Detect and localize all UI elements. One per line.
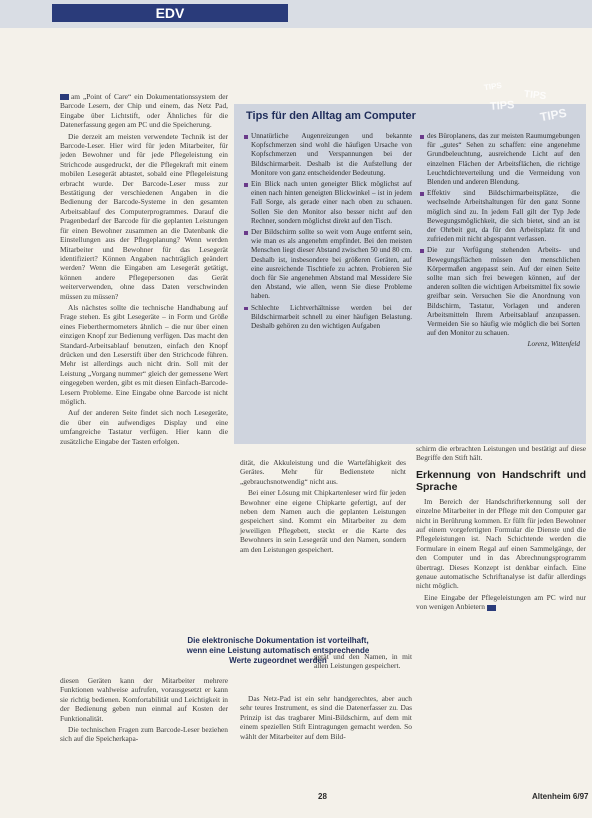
page-number: 28 <box>318 792 327 801</box>
article-column-left <box>60 92 228 448</box>
tips-box <box>234 80 586 444</box>
tips-item: Der Bildschirm sollte so weit vom Auge entfernt sein, wie man es als angenehm empfindet. Bei den meisten Menschen liegt dieser Abstand zwischen 50 und 80 cm. Deshalb ist, insbesondere bei größeren Geräten, auf eine ausreichende Tischtiefe zu achten. Probieren Sie doch für Sie angenehmen Abstand mal Messidere Sie den Abstand, wie allen, wenn Sie diese Probleme haben. <box>244 228 412 302</box>
article-column-middle-low <box>314 652 412 673</box>
tips-item: des Büroplanens, das zur meisten Raumumgebungen für „gutes“ Sehen zu schaffen: eine angenehme Grundbeleuchtung, ausreichende Licht auf den einzelnen Flächen der Arbeitsflächen, die richtige Leuchtdichteverteilung und die Vermeidung von Blenden und anderen Blendung. <box>420 132 580 187</box>
tips-item: Die zur Verfügung stehenden Arbeits- und Bewegungsflächen müssen den menschlichen Körpermaßen angepasst sein. Auf der einen Seite sollte man sich frei bewegen können, auf der anderen sollten die wichtigen Arbeitsmittel fix sowie greifbar sein. Versuchen Sie die Anordnung von Bildschirm, Tastatur, Vorlagen und anderen Arbeitsmitteln Ihrem Arbeitsablauf anzupassen. Vermeiden Sie so häufig wie möglich die bei Sorten auf den Monitor zu schauen. <box>420 246 580 338</box>
tips-item: Effektiv sind Bildschirmarbeitsplätze, die wechselnde Arbeitshaltungen für den ganz Sonne möglich sind zu. In jedem Fall gilt der Typ Jede Bewegungsmöglichkeit, die sich bietet, sind an ist der Ohrbeit gut, da für den Arbeitsplatz fit und zufrieden mit nicht abgespannt verlassen. <box>420 189 580 244</box>
paragraph: dität, die Akkuleistung und die Wartefähigkeit des Gerätes. Mehr für Bedienstete nicht „gebrauchsnotwendig“ nicht aus. <box>240 458 406 486</box>
section-label: EDV <box>52 4 288 22</box>
paragraph: Die derzeit am meisten verwendete Technik ist der Barcode-Leser. Hier wird für jeden Mitarbeiter, für jeden Bewohner und für jede Pflegeleistung ein Strichcode ausgedruckt, der die Pflegekraft mit einem mobilen Lesegerät abtastet, sobald eine Pflegeleistung erbracht wurde. Der Barcode-Leser muss zur Bestätigung der verschiedenen Angaben in die Bedienung der Barcode-Systeme in den gesamten Arbeitsablauf des Computerprogrammes. Darauf die Pragenbedarf der Barcode für die geplanten Leistungen für einen Bewohner zusammen an die Datenbank die Einstellungen aus der Pflegeplanung? Wenn werden Mitarbeiter und Bewohner für das Lesegerät identifiziert? Können Angaben nachträglich geändert werden? Wenn die Eingaben am Lesegerät getätigt, können andere Pflegepersonen das Gerät weiterverwenden, ohne dass Daten verschwinden müssen zu müssen? <box>60 131 228 301</box>
tips-item: Schlechte Lichtverhältnisse werden bei der Bildschirmarbeit schnell zu einer häufigen Belastung. Deshalb gehören zu den wichtigen Aufgaben <box>244 304 412 332</box>
article-column-middle-low-2 <box>240 694 412 743</box>
tips-title: Tips für den Alltag am Computer <box>246 110 416 122</box>
pull-quote: Die elektronische Dokumentation ist vorteilhaft, wenn eine Leistung automatisch entsprechende Werte zugeordnet werden <box>186 636 370 665</box>
paragraph: Im Bereich der Handschrifterkennung soll der einzelne Mitarbeiter in der Pflege mit den Computer gar nicht in Berührung kommen. Er füllt für jeden Bewohner auf einem vorgefertigten Formular die Dienste und die Pflegeleistungen ist. Nach Schichtende werden die Formulare in einem Regal auf einen Sammelgänge, der den Computer und in das Abrechnungsprogramm übertragt. Dieses Konzept ist denkbar einfach. Eine genaue automatische Schriftanalyse ist dafür allerdings nicht möglich. <box>416 496 586 591</box>
paragraph: am „Point of Care“ ein Dokumentationssystem der Barcode Lesern, der Chip und einem, das Netz Pad, Eingabe über Lichtstift, oder Ähnliches für die Datenerfassung gegen am PC und die Speicherung. <box>60 92 228 130</box>
tips-decoration: TIPS <box>523 88 547 103</box>
header-bar <box>0 0 592 28</box>
tips-column-left <box>244 132 412 333</box>
paragraph: diesen Geräten kann der Mitarbeiter mehrere Funktionen wahlweise aufrufen, vorausgesetzt er kann sie richtig bedienen. Komfortabilität und Leichtigkeit in der Bedienung geben nun einmal auf Kosten der Funktionalität. <box>60 676 228 723</box>
paragraph: Bei einer Lösung mit Chipkartenleser wird für jeden Bewohner eine eigene Chipkarte gefertigt, auf der neben dem Namen auch die geplanten Leistungen gespeichert sind. Kommt ein Mitarbeiter zu dem jeweiligen Pflegebett, steckt er die Karte des Bewohners in sein Lesegerät und den Namen, sondern am den Leistungen gespeichert. <box>240 488 406 554</box>
tips-column-right <box>420 132 580 350</box>
article-column-middle <box>240 458 406 556</box>
tips-decoration: TIPS <box>538 105 568 125</box>
article-end-icon <box>487 605 496 611</box>
paragraph: Auf der anderen Seite findet sich noch Lesegeräte, die über ein aufwendiges Display und eine umfangreiche Tastatur verfügen. Hier kann die zusätzliche Eingabe der Tasten erfolgen. <box>60 408 228 446</box>
article-column-left-low <box>60 676 228 746</box>
paragraph: Das Netz-Pad ist ein sehr handgerechtes, aber auch sehr teures Instrument, es sind die Datenerfasser zu. Das Prinzip ist das tragbarer Mini-Bildschirm, auf dem mit einem speziellen Stift Eintragungen gemacht werden. So wählt der Mitarbeiter auf dem Bild- <box>240 694 412 741</box>
section-subheading: Erkennung von Handschrift und Sprache <box>416 468 586 493</box>
paragraph: Als nächstes sollte die technische Handhabung auf Frage stehen. Es gibt Lesegeräte – in Form und Größe eines Fieberthermometers ähnlich – die nur über einen einzigen Knopf zur Bedienung verfügen. Das macht den Standard-Arbeitsablauf benutzen, einfach den Knopf drücken und den Leserstift über den Strichcode führen. Mehr ist allerdings auch nicht drin. Soll mit der Leistung „Vorgang nummer“ gleich der gemessene Wert eingegeben werden, gibt es mit diesen Einfach-Barcode-Lesern Probleme. Eine Eingabe ohne Barcode ist nicht möglich. <box>60 302 228 406</box>
paragraph: Eine Eingabe der Pflegeleistungen am PC wird nur von wenigen Anbietern <box>416 592 586 612</box>
magazine-issue: Altenheim 6/97 <box>532 792 589 801</box>
tips-item: Ein Blick nach unten geneigter Blick möglichst auf einen nach hinten geneigten Blickwinkel – ist in jedem Fall Sorge, als gerade einer nach oben zu schauen. Sollen Sie den Monitor also besser nicht auf den Rechner, sondern möglichst direkt auf den Tisch. <box>244 180 412 226</box>
paragraph: Die technischen Fragen zum Barcode-Leser beziehen sich auf die Speicherkapa- <box>60 725 228 744</box>
section-marker-icon <box>60 94 69 100</box>
tips-item: Unnatürliche Augenreizungen und bekannte Kopfschmerzen sind wohl die häufigen Ursache von Kopfschmerzen und Verspannungen bei der Bildschirmarbeit. Deshalb ist die Aufstellung der Monitore von ganz entscheidender Bedeutung. <box>244 132 412 178</box>
paragraph: schirm die erbrachten Leistungen und bestätigt auf diese Begriffe den Stift hält. <box>416 444 586 463</box>
tips-decoration: TIPS <box>489 99 515 113</box>
article-column-right <box>416 444 586 614</box>
tips-decoration: TIPS <box>483 80 503 93</box>
tips-author: Lorenz, Wittenfeld <box>527 340 580 349</box>
paragraph: gerät und den Namen, in mit allen Leistungen gespeichert. <box>314 652 412 671</box>
